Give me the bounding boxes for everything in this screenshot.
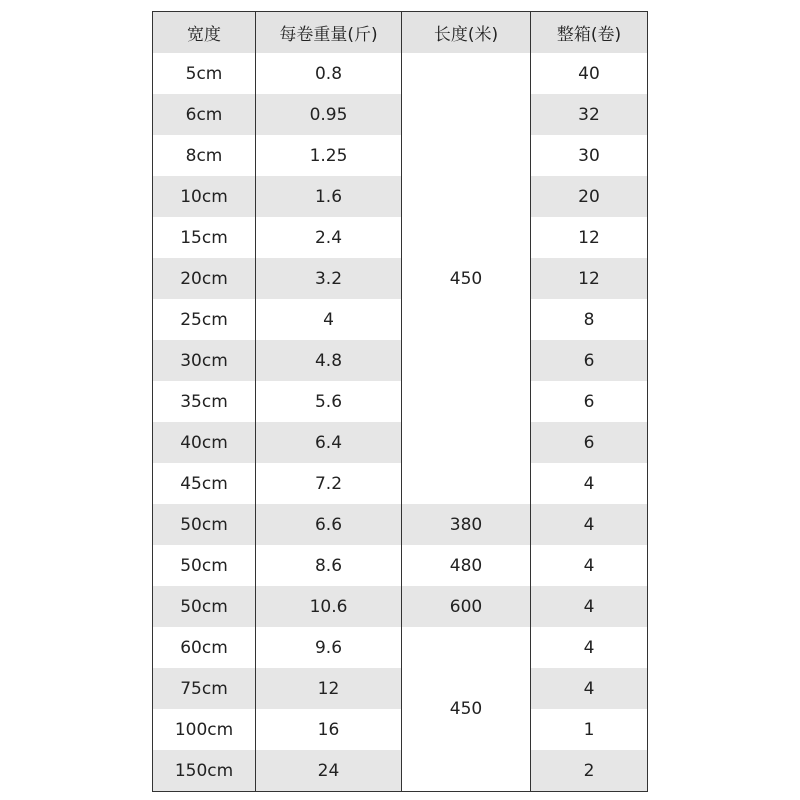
table-row [153,176,648,217]
cell-width: 30cm [153,340,256,381]
table-row [153,463,648,504]
table-row [153,381,648,422]
cell-weight: 12 [256,668,402,709]
cell-width: 75cm [153,668,256,709]
cell-box: 8 [531,299,648,340]
cell-weight: 9.6 [256,627,402,668]
table-row [153,668,648,709]
cell-width: 6cm [153,94,256,135]
cell-box: 6 [531,381,648,422]
cell-box: 32 [531,94,648,135]
cell-box: 6 [531,422,648,463]
cell-weight: 8.6 [256,545,402,586]
table-row [153,504,648,545]
header-weight: 每卷重量(斤) [256,12,402,54]
table-row [153,217,648,258]
cell-weight: 1.25 [256,135,402,176]
cell-weight: 0.8 [256,53,402,94]
cell-width: 50cm [153,545,256,586]
cell-width: 35cm [153,381,256,422]
cell-weight: 4 [256,299,402,340]
table-row [153,586,648,627]
table-row [153,258,648,299]
cell-width: 20cm [153,258,256,299]
cell-length: 600 [402,586,531,627]
cell-box: 4 [531,463,648,504]
cell-box: 4 [531,668,648,709]
cell-length-merged: 450 [402,627,531,792]
cell-box: 4 [531,627,648,668]
cell-width: 25cm [153,299,256,340]
cell-weight: 6.4 [256,422,402,463]
cell-weight: 16 [256,709,402,750]
cell-width: 50cm [153,586,256,627]
header-length: 长度(米) [402,12,531,54]
cell-weight: 4.8 [256,340,402,381]
cell-box: 6 [531,340,648,381]
cell-length: 380 [402,504,531,545]
cell-width: 15cm [153,217,256,258]
cell-box: 12 [531,258,648,299]
cell-weight: 5.6 [256,381,402,422]
cell-box: 12 [531,217,648,258]
table-row [153,340,648,381]
cell-weight: 10.6 [256,586,402,627]
cell-width: 150cm [153,750,256,792]
cell-weight: 24 [256,750,402,792]
cell-weight: 2.4 [256,217,402,258]
table-row [153,750,648,792]
cell-weight: 6.6 [256,504,402,545]
cell-width: 100cm [153,709,256,750]
cell-width: 45cm [153,463,256,504]
cell-box: 2 [531,750,648,792]
spec-table [152,11,648,792]
cell-weight: 3.2 [256,258,402,299]
cell-width: 40cm [153,422,256,463]
table-row [153,627,648,668]
cell-width: 50cm [153,504,256,545]
cell-length: 480 [402,545,531,586]
header-row [153,12,648,54]
cell-box: 30 [531,135,648,176]
cell-box: 4 [531,586,648,627]
cell-width: 5cm [153,53,256,94]
table-row [153,299,648,340]
cell-box: 4 [531,504,648,545]
cell-width: 8cm [153,135,256,176]
header-width: 宽度 [153,12,256,54]
table-row [153,94,648,135]
cell-box: 40 [531,53,648,94]
cell-box: 4 [531,545,648,586]
cell-width: 60cm [153,627,256,668]
table-row [153,422,648,463]
table-row [153,53,648,94]
cell-width: 10cm [153,176,256,217]
cell-box: 20 [531,176,648,217]
table-row [153,545,648,586]
cell-weight: 0.95 [256,94,402,135]
cell-weight: 7.2 [256,463,402,504]
cell-length-merged: 450 [402,53,531,504]
table-row [153,709,648,750]
cell-weight: 1.6 [256,176,402,217]
table-row [153,135,648,176]
cell-box: 1 [531,709,648,750]
header-box: 整箱(卷) [531,12,648,54]
